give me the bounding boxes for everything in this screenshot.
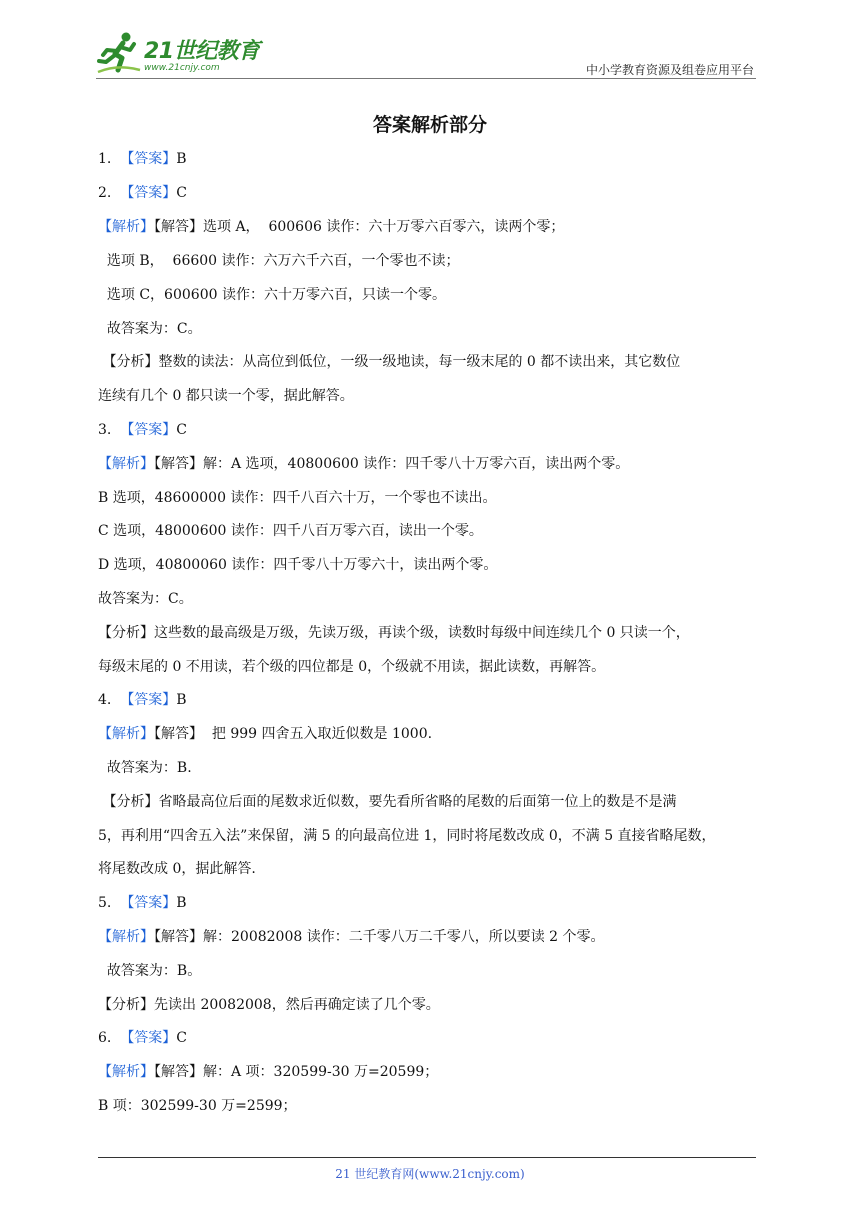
- line-text: 选项 B， 66600 读作：六万六千六百，一个零也不读；: [98, 253, 460, 269]
- line-q4-analysis-2: [98, 758, 192, 778]
- label-tag: 【答案】: [120, 692, 177, 708]
- line-q2-analysis-3: [98, 285, 446, 305]
- footer-link[interactable]: 21 世纪教育网(www.21cnjy.com): [335, 1167, 525, 1181]
- line-text: B 选项，48600000 读作：四千八百六十万，一个零也不读出。: [98, 490, 497, 506]
- line-q3-analysis-3: [98, 521, 483, 541]
- line-text: C: [176, 1030, 187, 1046]
- label-tag: 【答案】: [120, 1030, 177, 1046]
- line-q3-analysis-2: [98, 488, 496, 508]
- label-tag: 【解析】: [98, 726, 154, 742]
- logo-url: www.21cnjy.com: [144, 63, 220, 73]
- line-text: C: [176, 422, 187, 438]
- line-text: 故答案为：B。: [98, 963, 202, 979]
- line-q6-analysis-1: [98, 1062, 438, 1082]
- line-q2-analysis-1: [98, 217, 564, 237]
- line-text: B: [176, 692, 187, 708]
- line-text: 【解答】解：A 项：320599-30 万=20599；: [154, 1064, 439, 1080]
- line-text: 【解答】 把 999 四舍五入取近似数是 1000.: [154, 726, 433, 742]
- line-text: 【解答】选项 A， 600606 读作：六十万零六百零六，读两个零；: [154, 219, 565, 235]
- line-text: 故答案为：C。: [98, 591, 193, 607]
- header-divider: [96, 78, 756, 79]
- line-text: B: [176, 895, 187, 911]
- line-q6-answer: [98, 1028, 187, 1048]
- line-text: B 项：302599-30 万=2599；: [98, 1098, 297, 1114]
- label-tag: 【解析】: [98, 1064, 154, 1080]
- line-q5-answer: [98, 893, 187, 913]
- label-tag: 【解析】: [98, 456, 154, 472]
- line-text: 3.: [98, 422, 121, 438]
- line-text: 【分析】先读出 20082008，然后再确定读了几个零。: [98, 997, 440, 1013]
- line-text: D 选项，40800060 读作：四千零八十万零六十，读出两个零。: [98, 557, 498, 573]
- line-q2-analysis-4: [98, 319, 202, 339]
- line-text: 2.: [98, 185, 121, 201]
- platform-label: 中小学教育资源及组卷应用平台: [585, 63, 754, 77]
- line-q5-fenxi-1: [98, 995, 440, 1015]
- line-text: 连续有几个 0 都只读一个零，据此解答。: [98, 388, 354, 404]
- line-q4-fenxi-2: [98, 826, 716, 846]
- line-text: 选项 C，600600 读作：六十万零六百，只读一个零。: [98, 287, 446, 303]
- line-q2-analysis-2: [98, 251, 460, 271]
- line-q3-answer: [98, 420, 187, 440]
- line-q6-analysis-2: [98, 1096, 297, 1116]
- line-q4-answer: [98, 690, 187, 710]
- label-tag: 【答案】: [120, 151, 177, 167]
- line-text: 【分析】这些数的最高级是万级，先读万级，再读个级，读数时每级中间连续几个 0 只读一个，: [98, 625, 690, 641]
- line-text: 5.: [98, 895, 121, 911]
- line-q3-analysis-4: [98, 555, 497, 575]
- line-text: 5，再利用“四舍五入法”来保留，满 5 的向最高位进 1，同时将尾数改成 0，不满 5 直接省略尾数，: [98, 828, 716, 844]
- line-q4-analysis-1: [98, 724, 432, 744]
- page-title: 答案解析部分: [372, 114, 487, 136]
- line-q3-fenxi-1: [98, 623, 690, 643]
- line-text: 故答案为：B.: [98, 760, 192, 776]
- line-text: 【解答】解：A 选项，40800600 读作：四千零八十万零六百，读出两个零。: [154, 456, 630, 472]
- page-header: [96, 30, 756, 80]
- logo: [96, 30, 286, 80]
- line-text: 【解答】解：20082008 读作：二千零八万二千零八，所以要读 2 个零。: [154, 929, 605, 945]
- logo-text: 21世纪教育: [144, 39, 260, 64]
- line-text: C: [176, 185, 187, 201]
- line-q2-answer: [98, 183, 187, 203]
- line-q5-analysis-1: [98, 927, 605, 947]
- line-q3-analysis-5: [98, 589, 193, 609]
- line-text: 故答案为：C。: [98, 321, 202, 337]
- line-text: 4.: [98, 692, 121, 708]
- line-q2-fenxi-1: [98, 352, 680, 372]
- line-q3-analysis-1: [98, 454, 629, 474]
- label-tag: 【解析】: [98, 929, 154, 945]
- line-text: 6.: [98, 1030, 121, 1046]
- line-text: 【分析】整数的读法：从高位到低位，一级一级地读，每一级末尾的 0 都不读出来，其它数位: [98, 354, 681, 370]
- label-tag: 【解析】: [98, 219, 154, 235]
- line-q3-fenxi-2: [98, 657, 605, 677]
- line-text: 【分析】省略最高位后面的尾数求近似数，要先看所省略的尾数的后面第一位上的数是不是满: [98, 794, 677, 810]
- line-text: C 选项，48000600 读作：四千八百万零六百，读出一个零。: [98, 523, 483, 539]
- line-q2-fenxi-2: [98, 386, 354, 406]
- label-tag: 【答案】: [120, 895, 177, 911]
- label-tag: 【答案】: [120, 422, 177, 438]
- label-tag: 【答案】: [120, 185, 177, 201]
- line-q1-answer: [98, 149, 187, 169]
- line-text: 将尾数改成 0，据此解答.: [98, 861, 256, 877]
- line-text: 每级末尾的 0 不用读，若个级的四位都是 0，个级就不用读，据此读数，再解答。: [98, 659, 606, 675]
- runner-logo-icon: [96, 30, 142, 76]
- line-text: 1.: [98, 151, 121, 167]
- line-q4-fenxi-1: [98, 792, 676, 812]
- line-q5-analysis-2: [98, 961, 201, 981]
- line-q4-fenxi-3: [98, 859, 256, 879]
- footer-divider: [98, 1157, 756, 1158]
- line-text: B: [176, 151, 187, 167]
